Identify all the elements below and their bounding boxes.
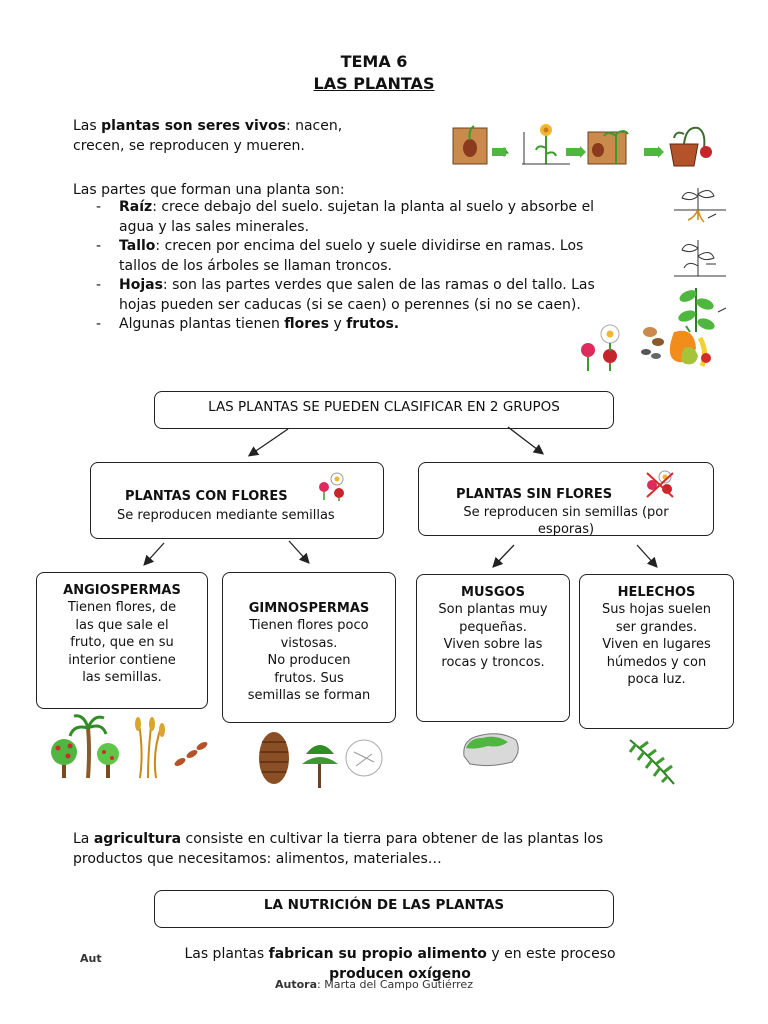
author-cut: Aut (80, 952, 102, 965)
group-title: PLANTAS CON FLORES (125, 489, 288, 504)
footer (0, 978, 748, 991)
item-text: Algunas plantas tienen (119, 316, 285, 332)
no-flowers-icon (643, 469, 677, 499)
group-subtitle-line: esporas) (537, 522, 595, 537)
footer-author: : Marta del Campo Gutiérrez (317, 978, 473, 991)
group-subtitle (419, 504, 713, 538)
card-line: las semillas. (82, 670, 162, 685)
card-line: semillas se forman (247, 688, 371, 703)
card-line: Son plantas muy (438, 602, 548, 617)
item-text: : son las partes verdes que salen de las ramas o del tallo. Las (162, 277, 595, 293)
intro-line2: crecen, se reproducen y mueren. (73, 138, 305, 154)
card-title: HELECHOS (617, 585, 696, 600)
card-line: ser grandes. (615, 619, 698, 635)
list-item: - Tallo: crecen por encima del suelo y suele dividirse en ramas. Los tallos de los árboles se llaman troncos. (96, 237, 656, 276)
pine-cone-icon (259, 732, 289, 784)
card-musgos (416, 574, 570, 722)
card-text (580, 601, 733, 689)
card-line: húmedos y con (606, 654, 707, 670)
group-sin-flores (418, 462, 714, 536)
fern-icon (624, 732, 680, 788)
card-line: fruto, que en su (70, 635, 174, 650)
intro-bold: plantas son seres vivos (101, 118, 286, 134)
card-line: rocas y troncos. (441, 654, 545, 670)
angiosperm-illustration (48, 710, 213, 782)
arrow-to-sin-flores (508, 427, 542, 453)
card-line: Viven sobre las (443, 637, 543, 652)
group-con-flores (90, 462, 384, 539)
nutrition-post: y en este proceso (486, 946, 616, 962)
item-text: : crece debajo del suelo. sujetan la planta al suelo y absorbe el (152, 199, 595, 215)
agriculture-paragraph (73, 829, 713, 869)
card-line: Tienen flores, de (67, 600, 177, 615)
card-text (37, 599, 207, 687)
item-text: hojas pueden ser caducas (si se caen) o perennes (si no se caen). (119, 296, 581, 313)
agri-post: consiste en cultivar la tierra para obtener de las plantas los (181, 831, 604, 847)
footer-label: Autora (275, 978, 318, 991)
nutrition-line2: producen oxígeno (329, 966, 471, 982)
group-title: PLANTAS SIN FLORES (456, 487, 613, 502)
nutrition-title: LA NUTRICIÓN DE LAS PLANTAS (263, 897, 505, 913)
card-line: Sus hojas suelen (602, 602, 711, 617)
moss-rock-icon (460, 730, 522, 768)
term-raiz: Raíz (119, 199, 153, 215)
term-hojas: Hojas (119, 277, 163, 293)
card-line: poca luz. (627, 672, 686, 687)
intro-post: : nacen, (285, 118, 343, 134)
term-frutos: frutos. (346, 316, 400, 332)
card-title: GIMNOSPERMAS (248, 601, 370, 616)
list-item: - Raíz: crece debajo del suelo. sujetan la planta al suelo y absorbe el agua y las sales minerales. (96, 198, 656, 237)
seed-magnify-icon (346, 740, 382, 776)
card-line: Viven en lugares (602, 637, 711, 652)
arrow-to-angiospermas (145, 543, 164, 564)
nutrition-box (154, 890, 614, 928)
card-line: las que sale el (75, 617, 169, 633)
tree-icon (97, 743, 119, 778)
item-text: y (329, 316, 347, 332)
list-item: - Hojas: son las partes verdes que salen de las ramas o del tallo. Las hojas pueden ser caducas (si se caen) o perennes (si no se caen). (96, 276, 656, 315)
arrow-to-helechos (637, 545, 656, 566)
card-line: Tienen flores poco (249, 618, 369, 633)
card-title: ANGIOSPERMAS (63, 583, 181, 598)
nutrition-pre: Las plantas (184, 946, 269, 962)
card-line: vistosas. (280, 635, 338, 651)
fruit-tree-icon (51, 739, 77, 778)
seeds-icon (173, 740, 208, 767)
conifer-icon (302, 745, 338, 788)
card-helechos (579, 574, 734, 729)
agri-bold: agricultura (93, 831, 182, 847)
nutrition-bold: fabrican su propio alimento (268, 946, 487, 962)
card-angiospermas (36, 572, 208, 709)
parts-lead: Las partes que forman una planta son: (73, 182, 345, 198)
agri-line2: productos que necesitamos: alimentos, materiales… (73, 851, 442, 867)
item-text: : crecen por encima del suelo y suele dividirse en ramas. Los (155, 238, 584, 254)
arrow-to-gimnospermas (289, 541, 308, 562)
card-line: No producen (267, 653, 351, 668)
wheat-icon (135, 717, 165, 778)
tema-number: TEMA 6 (340, 52, 408, 71)
term-flores: flores (284, 316, 329, 332)
item-text: tallos de los árboles se llaman troncos. (119, 257, 392, 274)
arrow-to-con-flores (250, 429, 288, 455)
item-text: agua y las sales minerales. (119, 218, 310, 235)
card-line: frutos. Sus (274, 670, 344, 686)
card-text (417, 601, 569, 671)
group-subtitle: Se reproducen mediante semillas (117, 508, 335, 523)
nutrition-paragraph (150, 944, 650, 982)
term-tallo: Tallo (119, 238, 156, 254)
list-item: - Algunas plantas tienen flores y frutos. (96, 316, 400, 332)
agri-pre: La (73, 831, 94, 847)
page-title: LAS PLANTAS (313, 74, 435, 93)
card-text (223, 617, 395, 705)
arrow-to-musgos (494, 545, 514, 566)
card-title: MUSGOS (461, 585, 525, 600)
gymnosperm-illustration (256, 724, 386, 790)
group-subtitle-line: Se reproducen sin semillas (por (463, 505, 669, 520)
card-gimnospermas (222, 572, 396, 723)
intro-pre: Las (73, 118, 102, 134)
flowers-icon (315, 471, 349, 501)
card-line: interior contiene (68, 652, 176, 668)
classification-title: LAS PLANTAS SE PUEDEN CLASIFICAR EN 2 GRUPOS (208, 399, 560, 415)
card-line: pequeñas. (459, 619, 527, 635)
